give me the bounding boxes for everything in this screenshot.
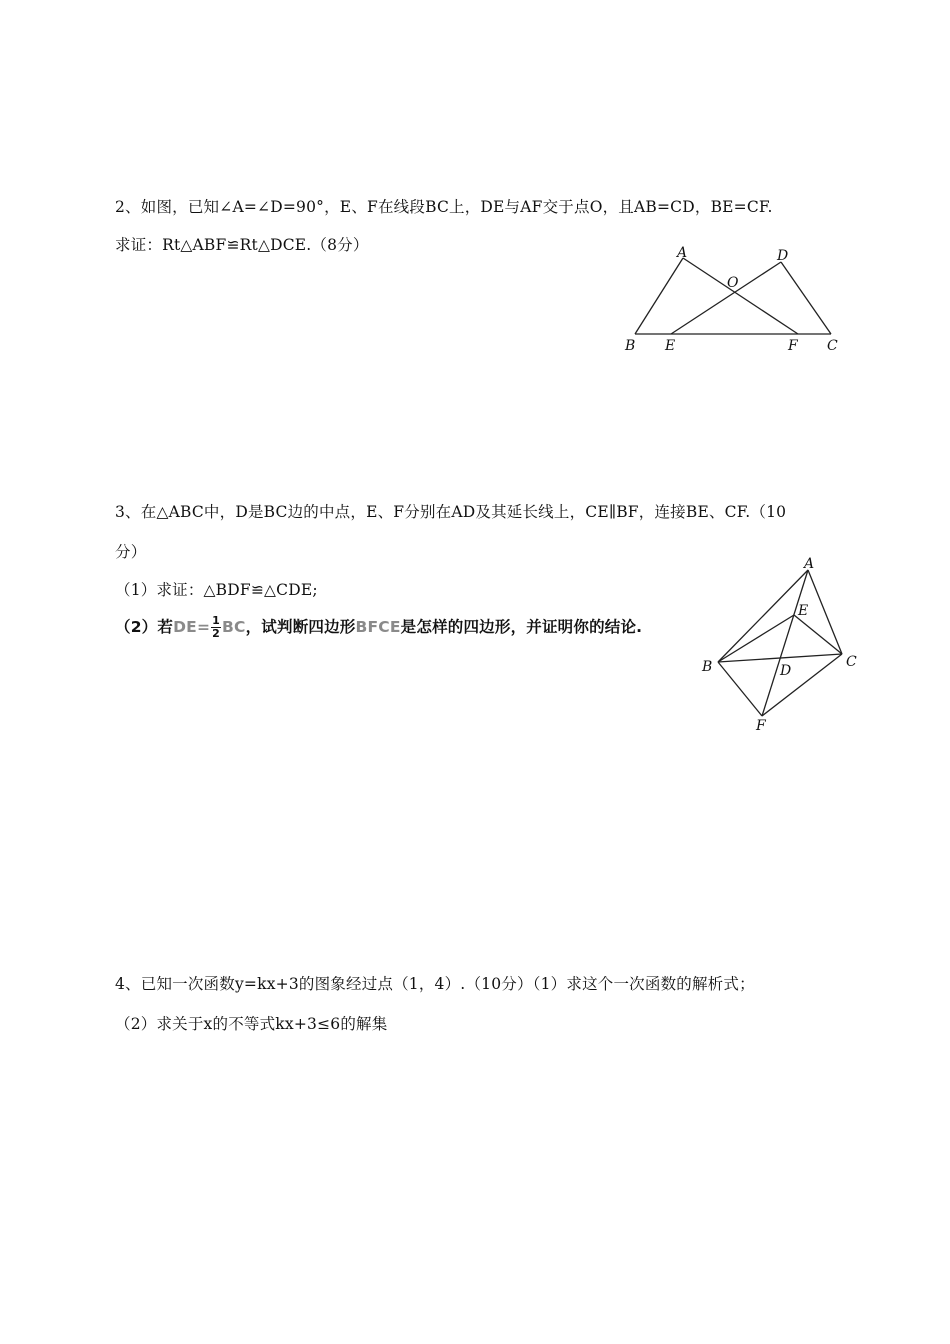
q2-label-e: E bbox=[665, 338, 676, 354]
q3-part-1: （1）求证：△BDF≌△CDE; bbox=[115, 581, 318, 599]
q3-label-c: C bbox=[846, 654, 857, 670]
q2-line-1: 2、如图，已知∠A=∠D=90°，E、F在线段BC上，DE与AF交于点O，且AB=CD，BE=CF. bbox=[115, 198, 773, 216]
q2-label-o: O bbox=[727, 275, 739, 291]
q3-part-2-mid: ，试判断四边形 bbox=[245, 618, 356, 636]
q4-line-2: （2）求关于x的不等式kx+3≤6的解集 bbox=[115, 1015, 388, 1033]
q3-line-1b: 分） bbox=[115, 543, 147, 561]
q3-figure bbox=[690, 550, 870, 735]
q3-part-2 bbox=[115, 615, 642, 640]
q3-part-2-bc: BC bbox=[222, 618, 246, 636]
q3-part-2-de: DE= bbox=[173, 618, 211, 636]
q3-segment-be bbox=[718, 615, 794, 662]
q3-part-2-suffix: 是怎样的四边形，并证明你的结论. bbox=[400, 618, 643, 636]
q3-label-b: B bbox=[702, 659, 713, 675]
q3-segment-af bbox=[762, 570, 808, 716]
q3-label-d: D bbox=[780, 663, 792, 679]
q2-figure bbox=[615, 240, 855, 365]
q2-segment-dc bbox=[781, 262, 831, 334]
q2-label-d: D bbox=[777, 248, 789, 264]
q2-segment-af bbox=[683, 258, 798, 334]
q2-label-a: A bbox=[677, 245, 688, 261]
q2-label-b: B bbox=[625, 338, 636, 354]
q3-fraction bbox=[211, 615, 221, 640]
q3-part-2-bfce: BFCE bbox=[355, 618, 401, 636]
q3-label-a: A bbox=[804, 556, 815, 572]
q3-segment-bf bbox=[718, 662, 762, 716]
q4-line-1: 4、已知一次函数y=kx+3的图象经过点（1，4）.（10分）（1）求这个一次函数的解析式； bbox=[115, 975, 755, 993]
q3-part-2-prefix: （2）若 bbox=[115, 618, 174, 636]
q3-fraction-den: 2 bbox=[212, 627, 220, 640]
q2-label-c: C bbox=[827, 338, 838, 354]
q3-segment-cf bbox=[762, 654, 842, 716]
q3-label-f: F bbox=[756, 718, 766, 734]
q3-line-1: 3、在△ABC中，D是BC边的中点，E、F分别在AD及其延长线上，CE∥BF，连接BE、CF.（10 bbox=[115, 503, 787, 521]
q3-fraction-num: 1 bbox=[212, 614, 220, 627]
q2-segment-de bbox=[671, 262, 781, 334]
q3-label-e: E bbox=[798, 603, 809, 619]
q2-line-2: 求证：Rt△ABF≌Rt△DCE.（8分） bbox=[115, 236, 369, 254]
q2-label-f: F bbox=[788, 338, 798, 354]
q3-segment-ac bbox=[808, 570, 842, 654]
q2-segment-ab bbox=[635, 258, 683, 334]
